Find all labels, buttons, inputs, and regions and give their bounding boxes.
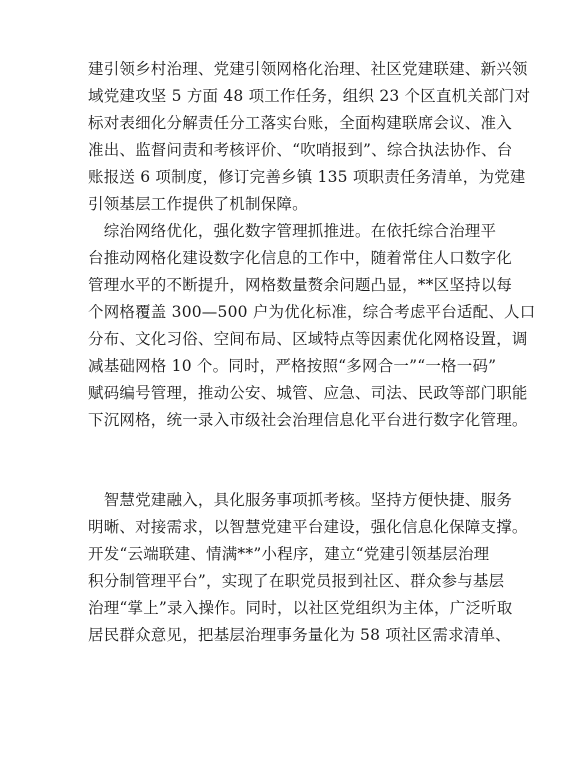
- text-line: 引领基层工作提供了机制保障。: [88, 195, 308, 213]
- text-line: 开发“云端联建、情满**”小程序，建立“党建引领基层治理: [88, 545, 490, 563]
- text-line: 账报送 6 项制度，修订完善乡镇 135 项职责任务清单，为党建: [88, 168, 526, 186]
- text-line: 下沉网格，统一录入市级社会治理信息化平台进行数字化管理。: [88, 411, 528, 429]
- text-line: 智慧党建融入，具化服务事项抓考核。坚持方便快捷、服务: [88, 491, 512, 509]
- paragraph-smart-party-building: [88, 487, 528, 649]
- text-line: 准出、监督问责和考核评价、“吹哨报到”、综合执法协作、台: [88, 141, 513, 159]
- text-line: 建引领乡村治理、党建引领网格化治理、社区党建联建、新兴领: [88, 60, 528, 78]
- text-line: 个网格覆盖 300—500 户为优化标准，综合考虑平台适配、人口: [88, 303, 536, 321]
- text-line: 分布、文化习俗、空间布局、区域特点等因素优化网格设置，调: [88, 330, 528, 348]
- paragraph-grid-optimization: [88, 218, 536, 434]
- text-line: 赋码编号管理，推动公安、城管、应急、司法、民政等部门职能: [88, 384, 528, 402]
- paragraph-party-building-mechanism: [88, 56, 531, 218]
- text-line: 综治网络优化，强化数字管理抓推进。在依托综合治理平: [88, 222, 497, 240]
- text-line: 台推动网格化建设数字化信息的工作中，随着常住人口数字化: [88, 249, 512, 267]
- text-line: 治理“掌上”录入操作。同时，以社区党组织为主体，广泛听取: [88, 599, 513, 617]
- text-line: 标对表细化分解责任分工落实台账，全面构建联席会议、准入: [88, 114, 512, 132]
- text-line: 减基础网格 10 个。同时，严格按照“多网合一”“一格一码”: [88, 357, 497, 375]
- text-line: 居民群众意见，把基层治理事务量化为 58 项社区需求清单、: [88, 626, 511, 644]
- text-line: 明晰、对接需求，以智慧党建平台建设，强化信息化保障支撑。: [88, 518, 528, 536]
- text-line: 管理水平的不断提升，网格数量赘余问题凸显，**区坚持以每: [88, 276, 513, 294]
- text-line: 积分制管理平台”，实现了在职党员报到社区、群众参与基层: [88, 572, 505, 590]
- text-line: 域党建攻坚 5 方面 48 项工作任务，组织 23 个区直机关部门对: [88, 87, 531, 105]
